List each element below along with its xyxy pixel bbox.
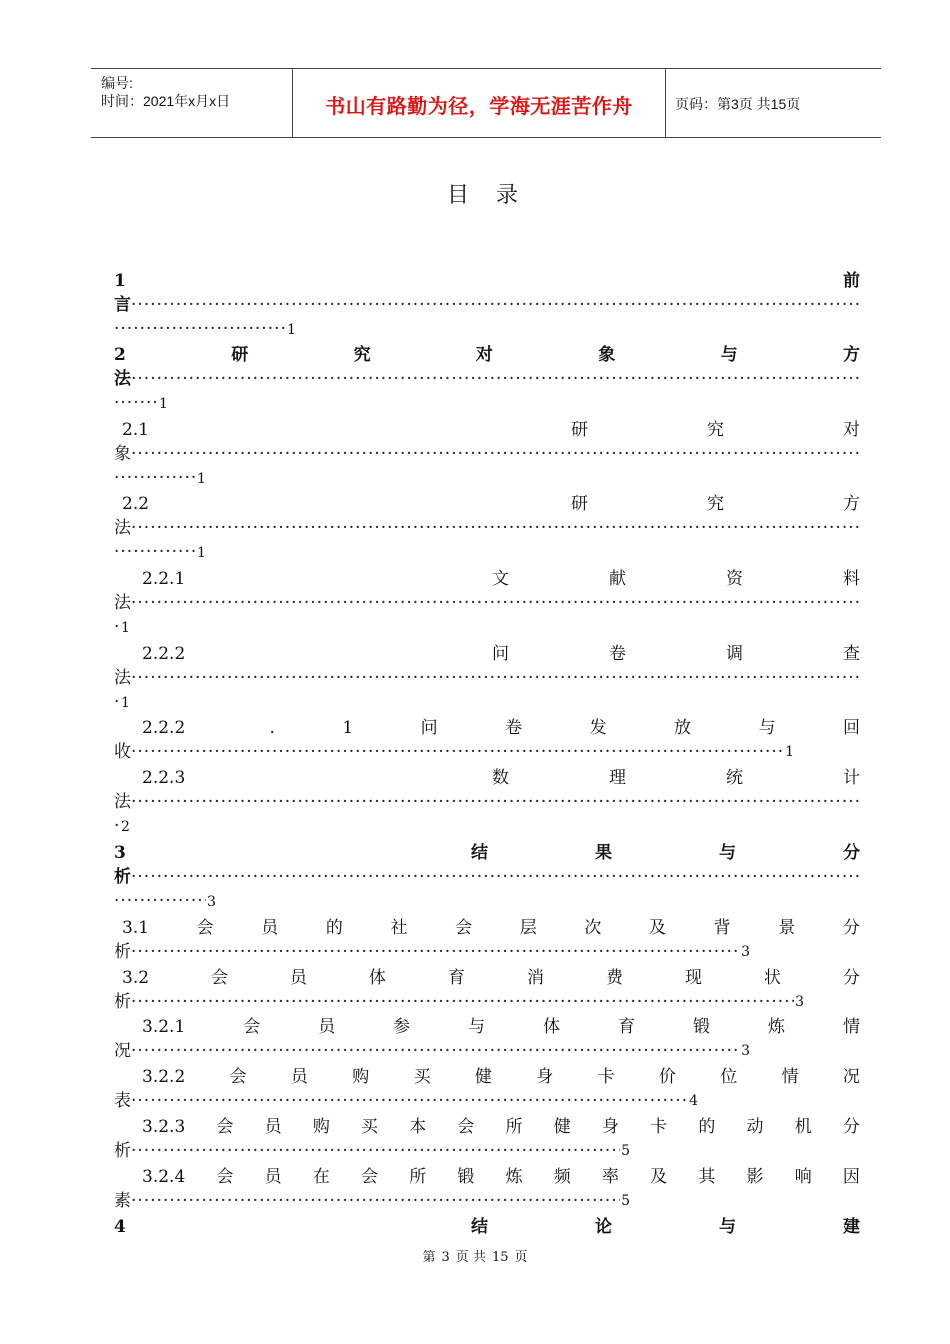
- motto: 书山有路勤为径，学海无涯苦作舟: [325, 94, 633, 118]
- toc-entry-2-line-2[interactable]: 法 ·····: [114, 367, 860, 391]
- toc-entry-3-line-2[interactable]: 析 ·····: [114, 865, 860, 889]
- page-info: 页码：第3页 共15页: [675, 96, 801, 112]
- toc-entry-1-line-1[interactable]: [114, 269, 860, 293]
- header-motto-cell: [293, 69, 666, 137]
- toc-entry-2-2-line-3[interactable]: ····· 1: [114, 540, 860, 564]
- page-title: 目 录: [447, 183, 528, 208]
- toc-page: 1: [287, 322, 296, 338]
- toc-entry-2-1-line-1[interactable]: 2.1 研 究 对: [122, 420, 860, 440]
- toc-entry-2-2-1-line-2[interactable]: 法 ·····: [114, 591, 860, 615]
- toc-entry-3-2-2-line-2[interactable]: 表 ····· 4: [114, 1089, 698, 1113]
- toc-entry-4-line-1[interactable]: 4 结 论 与 建: [114, 1217, 860, 1237]
- toc-entry-2-2-line-1[interactable]: 2.2 研 究 方: [122, 494, 860, 514]
- toc-entry-2-2-2-1-line-1[interactable]: 2.2.2 . 1 问 卷 发 放 与 回: [142, 718, 860, 738]
- header-meta-cell: [91, 69, 293, 137]
- toc-entry-2-2-1-line-3[interactable]: ····· 1: [114, 615, 860, 639]
- toc-entry-2-2-line-2[interactable]: 法 ·····: [114, 516, 860, 540]
- toc-entry-2-2-2-line-2[interactable]: 法 ·····: [114, 666, 860, 690]
- toc-entry-3-line-1[interactable]: 3 结 果 与 分: [114, 843, 860, 863]
- toc-entry-2-2-1-line-1[interactable]: 2.2.1 文 献 资 料: [142, 569, 860, 589]
- time-label: 时间：2021年x月x日: [101, 93, 231, 109]
- toc-entry-3-2-3-line-1[interactable]: 3.2.3 会 员 购 买 本 会 所 健 身 卡 的 动 机 分: [142, 1117, 860, 1137]
- toc-entry-2-2-2-line-1[interactable]: 2.2.2 问 卷 调 查: [142, 644, 860, 664]
- toc-number: 1: [114, 271, 126, 291]
- toc-entry-3-1-line-1[interactable]: 3.1 会 员 的 社 会 层 次 及 背 景 分: [122, 918, 860, 938]
- header-table: [91, 68, 881, 138]
- toc-entry-2-1-line-3[interactable]: ····· 1: [114, 466, 860, 490]
- toc-entry-3-2-1-line-1[interactable]: 3.2.1 会 员 参 与 体 育 锻 炼 情: [142, 1017, 860, 1037]
- toc-entry-2-2-3-line-3[interactable]: ····· 2: [114, 814, 860, 838]
- toc-entry-2-2-2-line-3[interactable]: ····· 1: [114, 690, 860, 714]
- toc-title-char: 前: [843, 271, 860, 291]
- header-page-cell: [666, 69, 881, 137]
- toc-entry-3-2-4-line-2[interactable]: 素 ····· 5: [114, 1189, 630, 1213]
- toc-entry-2-line-1[interactable]: 2 研 究 对 象 与 方: [114, 345, 860, 365]
- toc-entry-1-line-2[interactable]: 言 ·····: [114, 293, 860, 317]
- toc-entry-2-line-3[interactable]: ····· 1: [114, 391, 860, 415]
- toc-entry-3-2-line-2[interactable]: 析 ····· 3: [114, 990, 804, 1014]
- toc-entry-3-1-line-2[interactable]: 析 ····· 3: [114, 940, 750, 964]
- toc-entry-2-2-3-line-1[interactable]: 2.2.3 数 理 统 计: [142, 768, 860, 788]
- toc-entry-2-1-line-2[interactable]: 象 ·····: [114, 442, 860, 466]
- toc-entry-3-2-1-line-2[interactable]: 况 ····· 3: [114, 1039, 750, 1063]
- page-footer: 第 3 页 共 15 页: [422, 1250, 528, 1265]
- toc-entry-3-2-3-line-2[interactable]: 析 ····· 5: [114, 1139, 630, 1163]
- toc-entry-1-line-3[interactable]: [114, 317, 860, 341]
- toc-entry-3-2-line-1[interactable]: 3.2 会 员 体 育 消 费 现 状 分: [122, 968, 860, 988]
- number-label: 编号:: [101, 75, 133, 91]
- toc-entry-2-2-2-1-line-2[interactable]: 收 ····· 1: [114, 740, 794, 764]
- toc-entry-3-2-2-line-1[interactable]: 3.2.2 会 员 购 买 健 身 卡 价 位 情 况: [142, 1067, 860, 1087]
- toc-entry-3-2-4-line-1[interactable]: 3.2.4 会 员 在 会 所 锻 炼 频 率 及 其 影 响 因: [142, 1167, 860, 1187]
- toc-entry-3-line-3[interactable]: ····· 3: [114, 889, 860, 913]
- toc-entry-2-2-3-line-2[interactable]: 法 ·····: [114, 790, 860, 814]
